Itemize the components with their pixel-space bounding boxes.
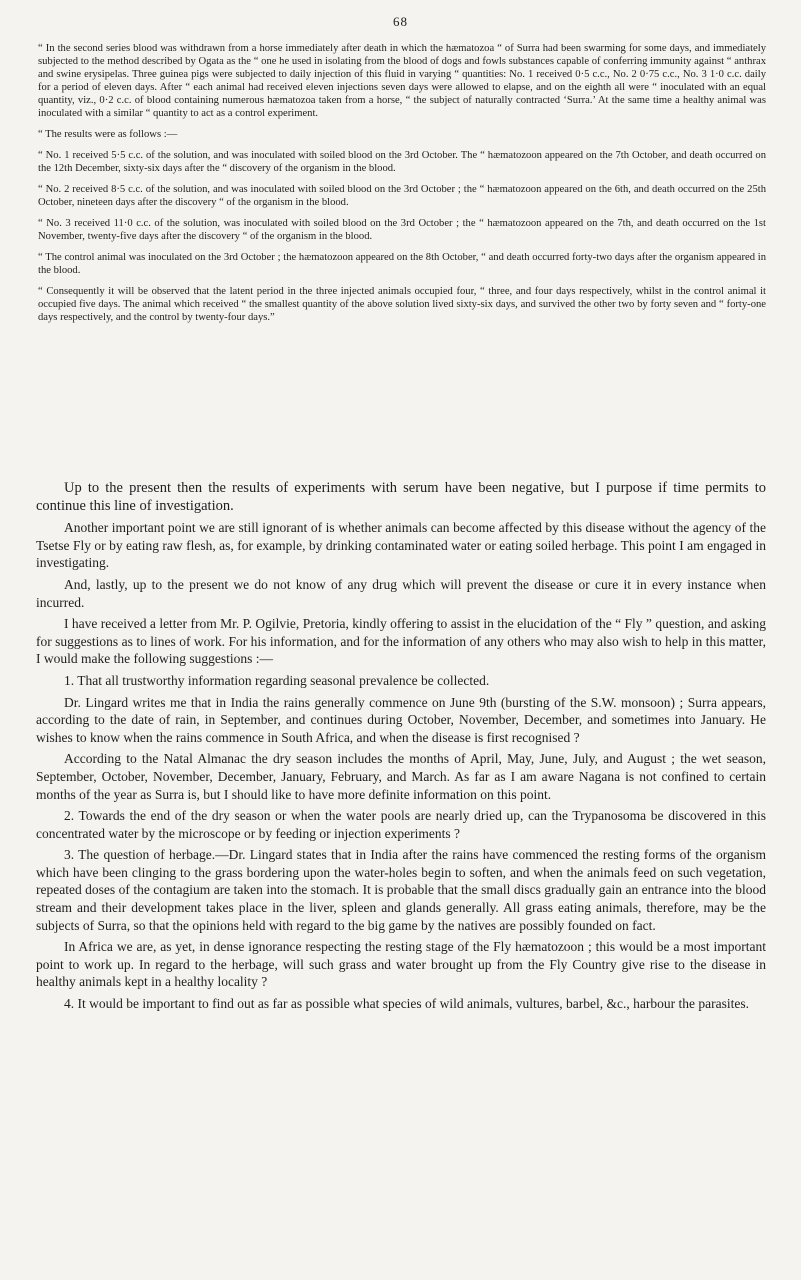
body-paragraph: And, lastly, up to the present we do not know of any drug which will prevent the disease or cure it in every instance when incurred.	[36, 576, 766, 610]
suggestion-item: 4. It would be important to find out as far as possible what species of wild animals, vultures, barbel, &c., harbour the parasites.	[64, 996, 749, 1012]
body-paragraph: Up to the present then the results of experiments with serum have been negative, but I purpose if time permits to continue this line of investigation.	[36, 480, 766, 514]
quote-paragraph: “ No. 1 received 5·5 c.c. of the solution, and was inoculated with soiled blood on the 3rd October. The “ hæmatozoon appeared on the 7th October, and death occurred on the 12th December, sixty-six days after the “ discovery of the organism in the blood.	[38, 150, 766, 174]
body-paragraph: Another important point we are still ignorant of is whether animals can become affected by this disease without the agency of the Tsetse Fly or by eating raw flesh, as, for example, by drinking contaminated water or eating soiled herbage. This point I am engaged in investigating.	[36, 520, 766, 571]
quote-paragraph: “ Consequently it will be observed that the latent period in the three injected animals occupied four, “ three, and four days respectively, whilst in the control animal it occupied five days. The animal which received “ the smallest quantity of the above solution lived sixty-six days, and survived the other two by forty seven and “ forty-one days respectively, and the control by twenty-four days.”	[38, 286, 766, 323]
quote-paragraph: “ The control animal was inoculated on the 3rd October ; the hæmatozoon appeared on the 8th October, “ and death occurred forty-two days after the organism appeared in the blood.	[38, 252, 766, 276]
quote-paragraph: “ The results were as follows :—	[38, 129, 178, 140]
body-paragraph: I have received a letter from Mr. P. Ogilvie, Pretoria, kindly offering to assist in the elucidation of the “ Fly ” question, and asking for suggestions as to lines of work. For his information, and for the information of any others who may also wish to help in this matter, I would make the following suggestions :—	[36, 616, 766, 667]
quote-paragraph: “ No. 3 received 11·0 c.c. of the solution, was inoculated with soiled blood on the 3rd October ; the “ hæmatozoon appeared on the 7th, and death occurred on the 1st November, twenty-five days after the discovery “ of the organism in the blood.	[38, 218, 766, 242]
suggestion-item: 1. That all trustworthy information regarding seasonal prevalence be collected.	[64, 672, 490, 688]
body-paragraph: In Africa we are, as yet, in dense ignorance respecting the resting stage of the Fly hæmatozoon ; this would be a most important point to work up. In regard to the herbage, will such grass and water brought up from the Fly Country give rise to the disease in healthy animals kept in a healthy locality ?	[36, 939, 766, 990]
suggestion-item: 3. The question of herbage.—Dr. Lingard states that in India after the rains have commenced the resting forms of the organism which have been clinging to the grass bordering upon the water-holes begin to soften, and when the animals feed on such vegetation, repeated doses of the contagium are taken into the stomach. It is probable that the small discs gradually gain an entrance into the blood stream and their development takes place in the liver, spleen and glands generally. All grass eating animals, therefore, may be the subjects of Surra, so that the opinions held with regard to the big game by the natives are possibly founded on fact.	[36, 847, 766, 933]
quoted-report	[38, 42, 766, 332]
main-text	[36, 480, 766, 1013]
quote-paragraph: “ In the second series blood was withdrawn from a horse immediately after death in which the hæmatozoa “ of Surra had been swarming for some days, and immediately subjected to the method described by Ogata as the “ one he used in isolating from the blood of dogs and fowls substances capable of conferring immunity against “ anthrax and swine erysipelas. Three guinea pigs were subjected to daily injection of this fluid in varying “ quantities: No. 1 received 0·5 c.c., No. 2 0·75 c.c., No. 3 1·0 c.c. daily for a period of eleven days. After “ each animal had received eleven injections seven days were allowed to elapse, and on the eighth all were “ inoculated with an equal quantity, viz., 0·2 c.c. of blood containing numerous hæmatozoa taken from a horse, “ the subject of naturally contracted ‘Surra.’ At the same time a healthy animal was inoculated with a similar “ quantity to act as a control experiment.	[38, 43, 766, 119]
page-number: 68	[393, 14, 408, 29]
quote-paragraph: “ No. 2 received 8·5 c.c. of the solution, and was inoculated with soiled blood on the 3rd October ; the “ hæmatozoon appeared on the 6th, and death occurred on the 25th October, nineteen days after the discovery “ of the organism in the blood.	[38, 184, 766, 208]
body-paragraph: Dr. Lingard writes me that in India the rains generally commence on June 9th (bursting of the S.W. monsoon) ; Surra appears, according to the date of rain, in September, and continues during October, November, December, and sometimes into January. He wishes to know when the rains commence in South Africa, and when the disease is first recognised ?	[36, 694, 766, 745]
body-paragraph: According to the Natal Almanac the dry season includes the months of April, May, June, July, and August ; the wet season, September, October, November, December, January, February, and March. As far as I am aware Nagana is not confined to certain months of the year as Surra is, but I should like to have more definite information on this point.	[36, 751, 766, 802]
suggestion-item: 2. Towards the end of the dry season or when the water pools are nearly dried up, can the Trypanosoma be discovered in this concentrated water by the microscope or by feeding or injection experiments ?	[36, 808, 766, 841]
